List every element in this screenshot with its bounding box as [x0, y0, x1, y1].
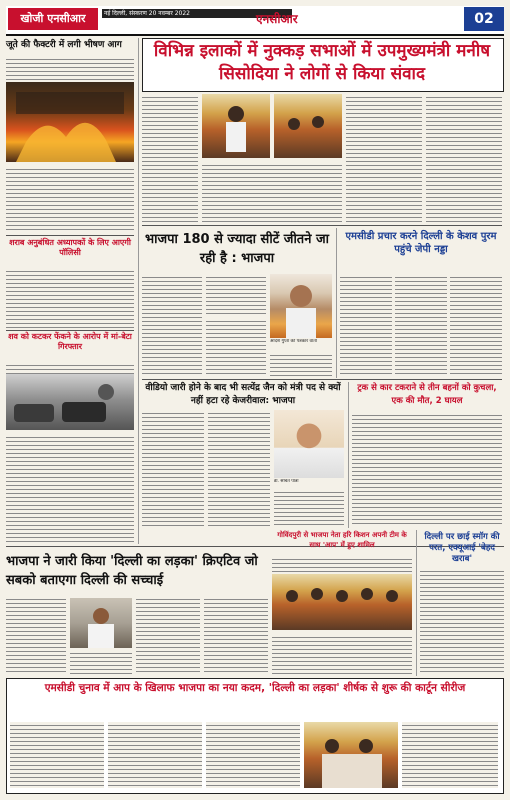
bottom-story-body-2	[70, 650, 132, 674]
video-story-body	[142, 410, 204, 526]
bjp-story-body	[142, 274, 202, 376]
video-story-body-2	[208, 410, 270, 526]
bjp-press-photo	[70, 598, 132, 648]
column-divider	[138, 38, 139, 544]
bjp-leaders-photo	[304, 722, 398, 788]
divider	[142, 225, 502, 226]
nadda-story-body-3	[450, 274, 502, 376]
photo-caption-2: डॉ. संबित पात्रा	[274, 479, 299, 484]
photo-caption: आदेश गुप्ता की पत्रकार वार्ता	[270, 339, 317, 344]
story-body-continued	[6, 166, 134, 232]
story-body-2	[6, 268, 134, 328]
divider	[6, 235, 134, 236]
video-headline: वीडियो जारी होने के बाद भी सत्येंद्र जैन को मंत्री पद से क्यों नहीं हटा रहे केजरीवाल: भाजपा	[145, 383, 341, 406]
smog-story-body	[420, 568, 504, 674]
bottom-story-body	[6, 596, 66, 674]
aap-joining-photo	[272, 574, 412, 630]
nadda-headline: एमसीडी प्रचार करने दिल्ली के केशव पुरम पहुंचे जेपी नड्डा	[345, 231, 497, 255]
masthead	[6, 6, 504, 36]
sambit-patra-photo	[274, 410, 344, 478]
newspaper-logo: खोजी एनसीआर	[8, 8, 98, 30]
story-body-3-continued	[6, 434, 134, 542]
govindpuri-story-body-2	[272, 634, 412, 674]
lead-story-body-4	[426, 94, 502, 222]
adesh-gupta-photo	[270, 274, 332, 338]
crime-scene-photo	[6, 374, 134, 430]
section-title: एनसीआर	[256, 12, 298, 26]
lead-story-body-3	[346, 94, 422, 222]
box-story-body-3	[206, 722, 300, 788]
story-body-3	[6, 362, 134, 374]
newspaper-page	[6, 6, 504, 794]
nadda-story-body-2	[395, 274, 447, 376]
smog-headline: दिल्ली पर छाई स्मॉग की परत, एक्यूआई 'बेहद खराब'	[424, 532, 500, 564]
lead-headline: विभिन्न इलाकों में नुक्कड़ सभाओं में उपमुख्यमंत्री मनीष सिसोदिया ने लोगों से किया संवाद	[153, 41, 491, 84]
bjp-story-body-3	[206, 318, 266, 376]
accident-headline: ट्रक से कार टकराने से तीन बहनों को कुचला, एक की मौत, 2 घायल	[357, 383, 497, 406]
crowd-meeting-photo	[274, 94, 342, 158]
story-body	[6, 56, 134, 80]
story-headline: जूते की फैक्टरी में लगी भीषण आग	[6, 40, 122, 50]
column-divider	[348, 382, 349, 528]
bottom-story-body-3	[136, 596, 200, 674]
page-number: 02	[464, 7, 504, 31]
dilli-ka-ladka-headline: भाजपा ने जारी किया 'दिल्ली का लड़का' क्रिएटिव जो सबको बताएगा दिल्ली की सच्चाई	[6, 554, 258, 588]
column-divider	[336, 228, 337, 378]
story-headline-3: शव को कटकर फेंकने के आरोप में मां-बेटा गिरफ्तार	[8, 332, 132, 351]
accident-story-body	[352, 412, 502, 526]
lead-story-body-2	[202, 162, 342, 222]
bottom-story-body-4	[204, 596, 268, 674]
cartoon-series-headline: एमसीडी चुनाव में आप के खिलाफ भाजपा का नया कदम, 'दिल्ली का लड़का' शीर्षक से शुरू की कार्टून सीरीज	[44, 682, 466, 694]
box-story-body	[10, 722, 104, 788]
video-story-body-3	[274, 489, 344, 526]
bjp-story-body-4	[270, 352, 332, 376]
story-headline-2: शराब अनुबंधित अध्यापकों के लिए आएगी पॉलिसी	[9, 238, 131, 257]
divider	[6, 330, 134, 331]
govindpuri-story-body	[272, 556, 412, 572]
govindpuri-headline: गोविंदपुरी से भाजपा नेता हरि किशन अपनी टीम के साथ 'आप' में हुए शामिल	[277, 531, 407, 549]
bjp-headline: भाजपा 180 से ज्यादा सीटें जीतने जा रही है : भाजपा	[145, 232, 329, 266]
divider	[142, 379, 502, 380]
sisodia-rally-photo	[202, 94, 270, 158]
edition-line: नई दिल्ली, संस्करण 20 नवम्बर 2022	[102, 9, 292, 18]
lead-story-body	[142, 94, 198, 222]
bjp-story-body-2	[206, 274, 266, 316]
nadda-story-body	[340, 274, 392, 376]
factory-fire-photo	[6, 82, 134, 162]
box-story-body-2	[108, 722, 202, 788]
column-divider	[416, 530, 417, 676]
box-story-body-4	[402, 722, 498, 788]
